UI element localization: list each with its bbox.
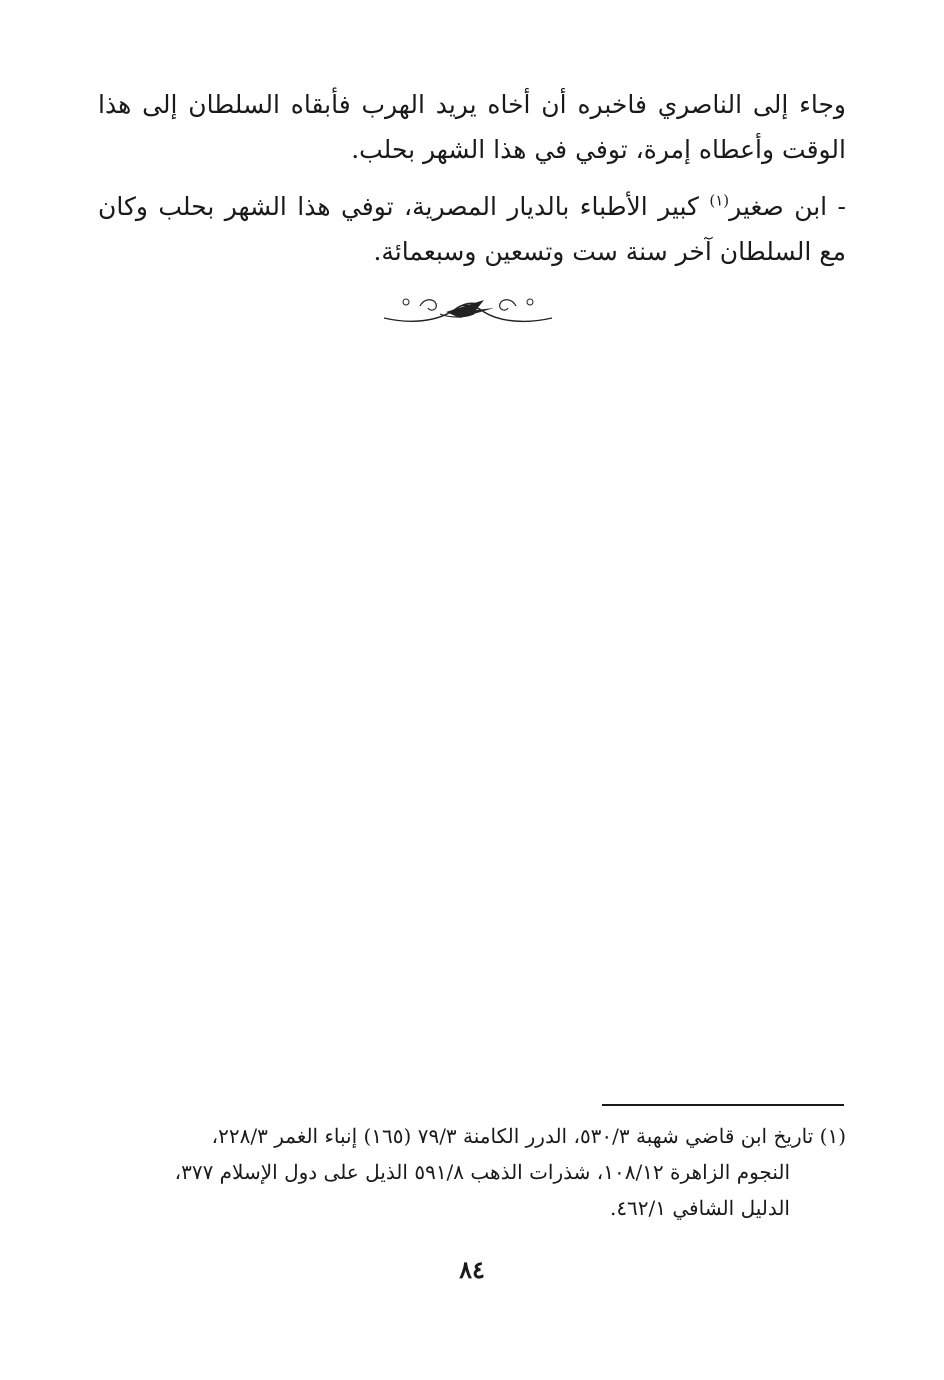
paragraph-2 bbox=[98, 184, 846, 274]
footnotes-block bbox=[98, 1118, 846, 1226]
footnote-separator bbox=[602, 1104, 844, 1106]
decorative-divider-icon bbox=[380, 288, 556, 328]
footnote-1-line-1: (١) تاريخ ابن قاضي شهبة ٥٣٠/٣، الدرر الكامنة ٧٩/٣ (١٦٥) إنباء الغمر ٢٢٨/٣، bbox=[211, 1124, 846, 1148]
paragraph-2-rest: كبير الأطباء بالديار المصرية، توفي هذا الشهر بحلب وكان مع السلطان آخر سنة ست وتسعين وسبعمائة. bbox=[98, 192, 846, 266]
page-number: ٨٤ bbox=[459, 1255, 485, 1284]
main-text-block bbox=[98, 82, 846, 286]
footnote-1-line-2: النجوم الزاهرة ١٠٨/١٢، شذرات الذهب ٥٩١/٨ الذيل على دول الإسلام ٣٧٧، bbox=[174, 1160, 790, 1184]
footnote-1-line-3: الدليل الشافي ٤٦٢/١. bbox=[609, 1196, 790, 1220]
paragraph-2-start: - ابن صغير bbox=[729, 192, 846, 221]
paragraph-1: وجاء إلى الناصري فاخبره أن أخاه يريد الهرب فأبقاه السلطان إلى هذا الوقت وأعطاه إمرة، توفي في هذا الشهر بحلب. bbox=[98, 90, 846, 164]
footnote-reference-mark[interactable]: (١) bbox=[709, 191, 730, 210]
